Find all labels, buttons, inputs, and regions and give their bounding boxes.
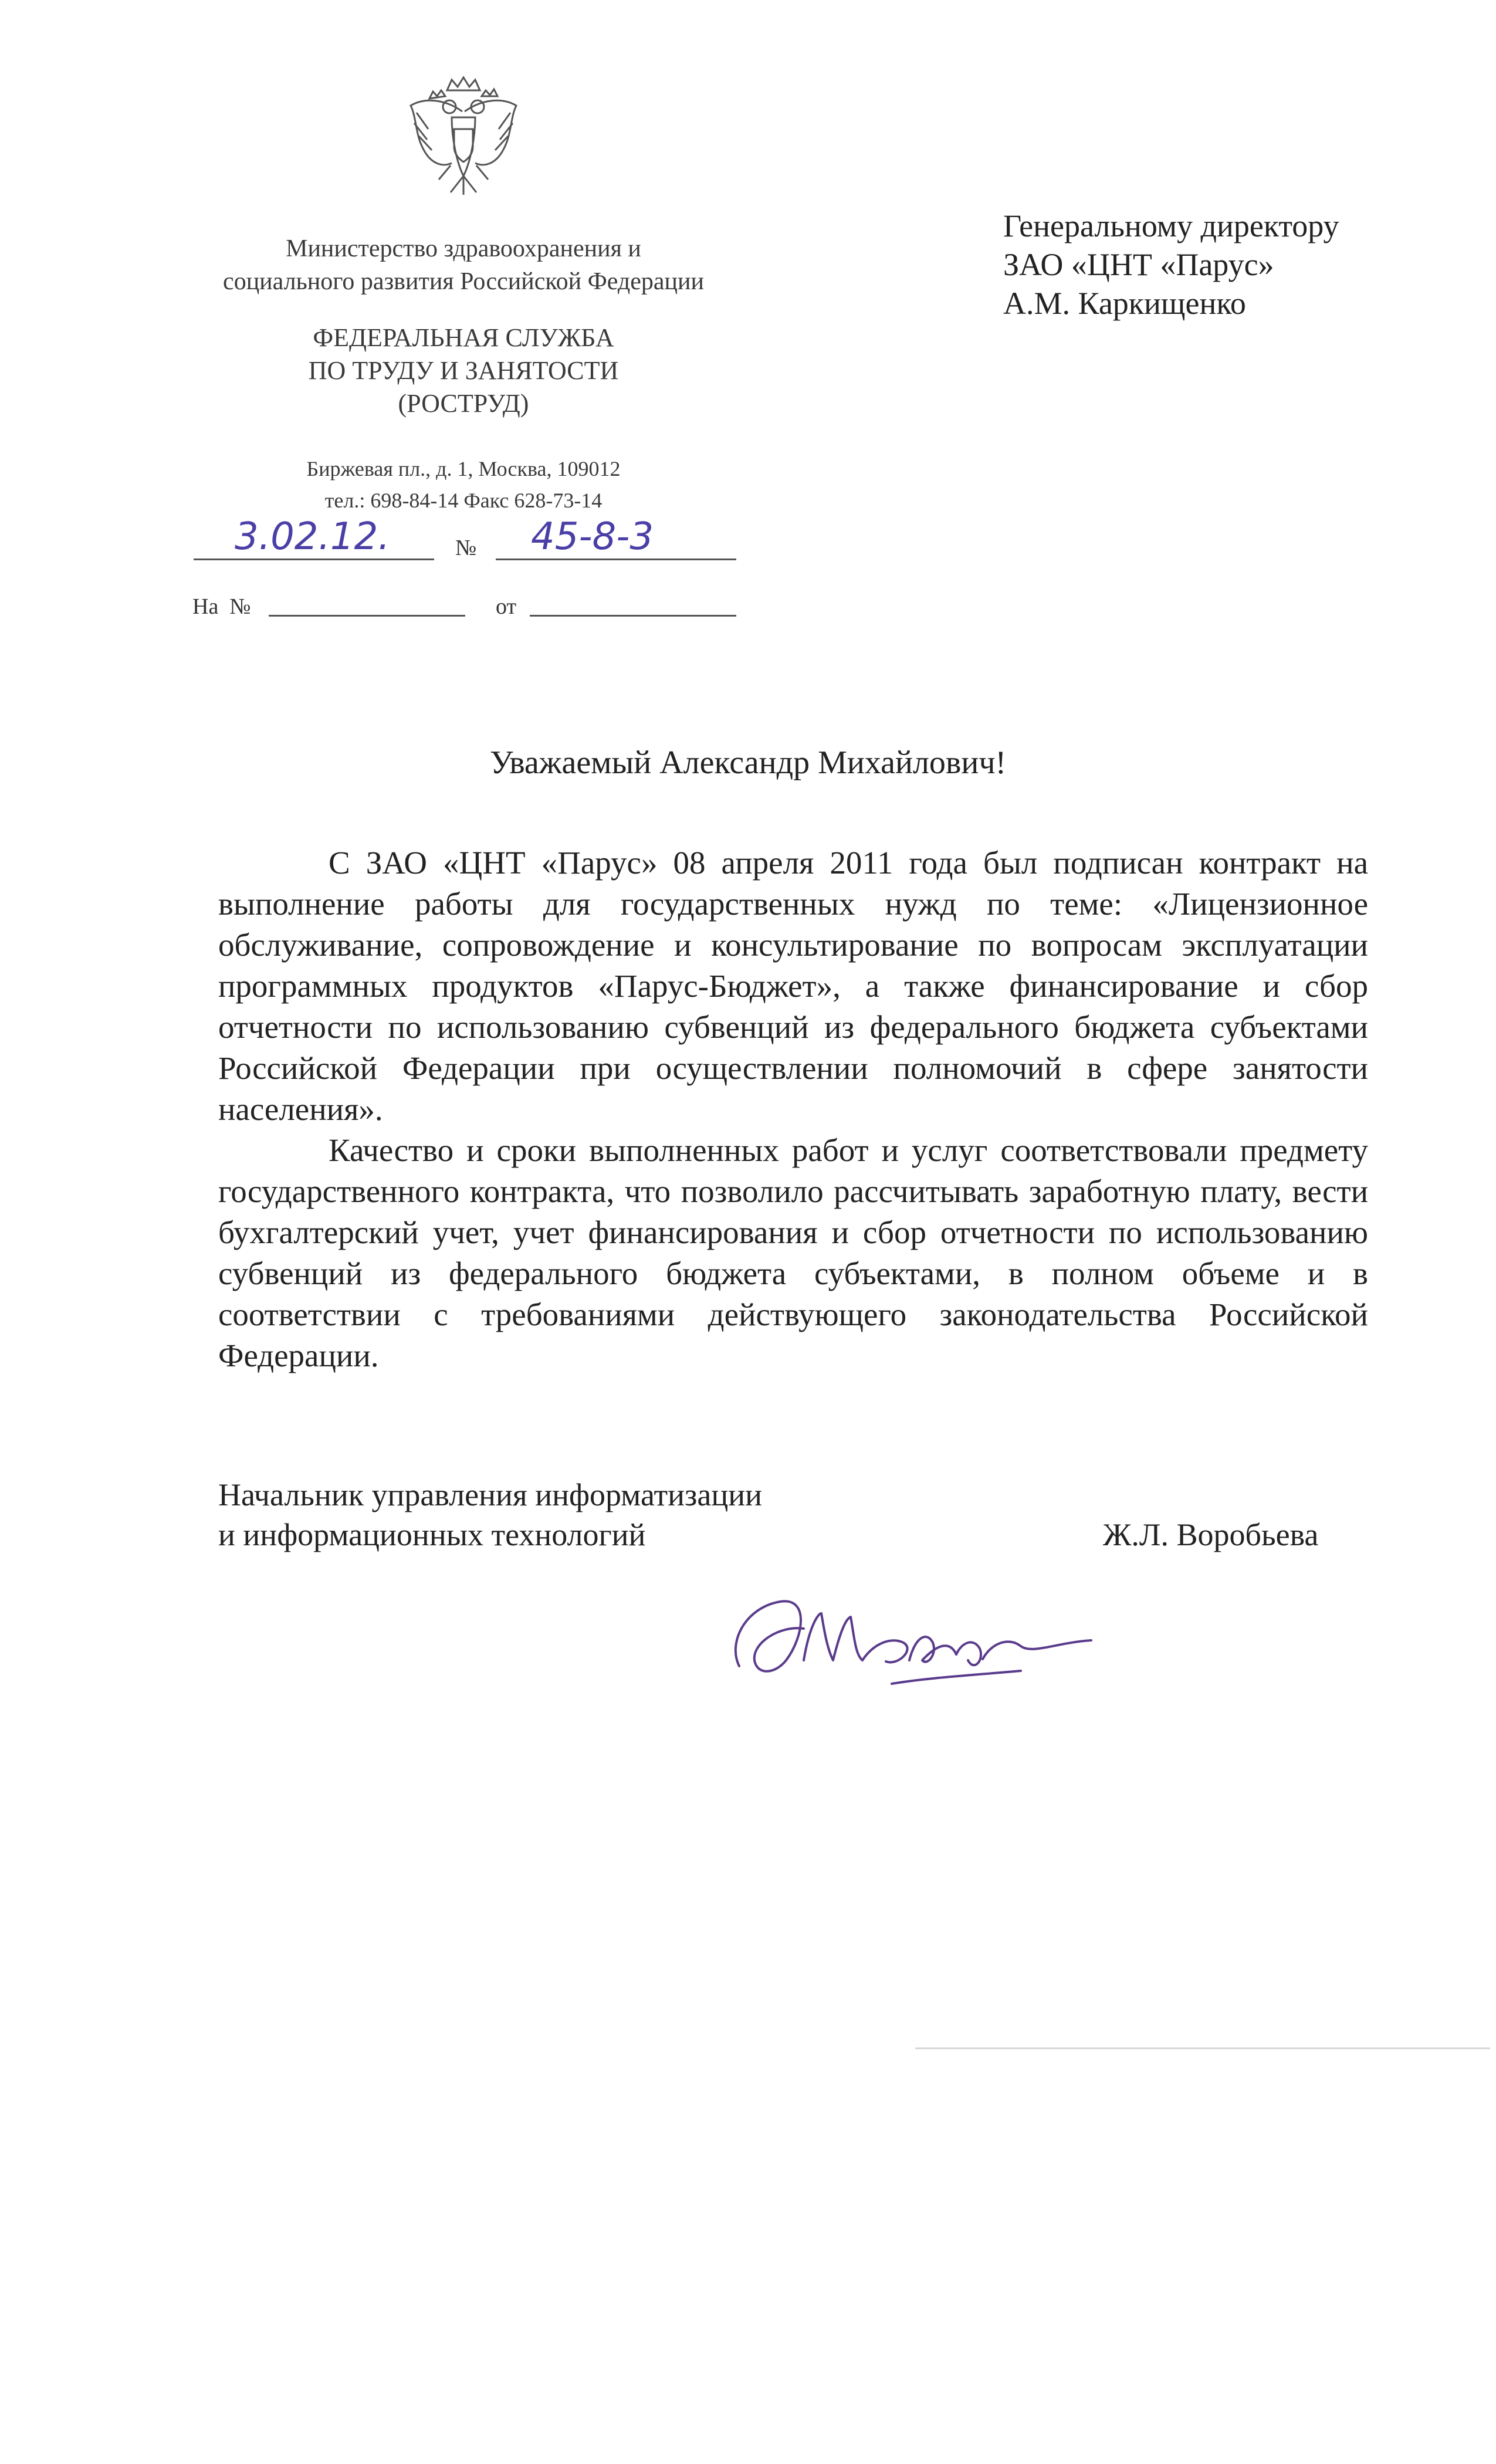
ref-number-line <box>269 615 465 617</box>
agency-name: ФЕДЕРАЛЬНАЯ СЛУЖБА ПО ТРУДУ И ЗАНЯТОСТИ (РОСТРУД) <box>308 323 619 418</box>
scan-artifact-line <box>915 2047 1490 2049</box>
body-paragraph: С ЗАО «ЦНТ «Парус» 08 апреля 2011 года был подписан контракт на выполнение работы для государственных нужд по теме: «Лицензионное обслуживание, сопровождение и консультирование по вопросам эксплуатации программных продуктов «Парус-Бюджет», а также финансирование и сбор отчетности по использованию субвенций из федерального бюджета субъектами Российской Федерации при осуществлении полномочий в сфере занятости населения». <box>218 845 1368 1127</box>
signer-position: Начальник управления информатизации и информационных технологий <box>218 1477 763 1552</box>
outgoing-number: 45-8-3 <box>531 515 654 559</box>
ref-from-line <box>530 615 736 617</box>
agency-address: Биржевая пл., д. 1, Москва, 109012 тел.: 698-84-14 Факс 628-73-14 <box>306 457 621 512</box>
ref-number-label: На № <box>192 594 251 619</box>
addressee: Генеральному директору ЗАО «ЦНТ «Парус» А.М. Каркищенко <box>1003 208 1339 321</box>
letterhead <box>176 65 751 516</box>
coat-of-arms-icon <box>393 65 534 211</box>
number-label: № <box>455 536 477 560</box>
body-paragraph: Качество и сроки выполненных работ и услуг соответствовали предмету государственного контракта, что позволило рассчитывать заработную плату, вести бухгалтерский учет, учет финансирования и сбор отчетности по использованию субвенций из федерального бюджета субъектами, в полном объеме и в соответствии с требованиями действующего законодательства Российской Федерации. <box>218 1132 1368 1373</box>
date-line <box>194 559 434 560</box>
ref-from-label: от <box>496 594 517 619</box>
handwritten-signature-icon <box>716 1572 1103 1701</box>
outgoing-date: 3.02.12. <box>235 515 390 559</box>
number-line <box>496 559 736 560</box>
salutation: Уважаемый Александр Михайлович! <box>489 744 1007 781</box>
letter-body <box>218 842 1368 1376</box>
signer-name: Ж.Л. Воробьева <box>1103 1517 1319 1552</box>
ministry-name: Министерство здравоохранения и социального развития Российской Федерации <box>223 235 704 295</box>
